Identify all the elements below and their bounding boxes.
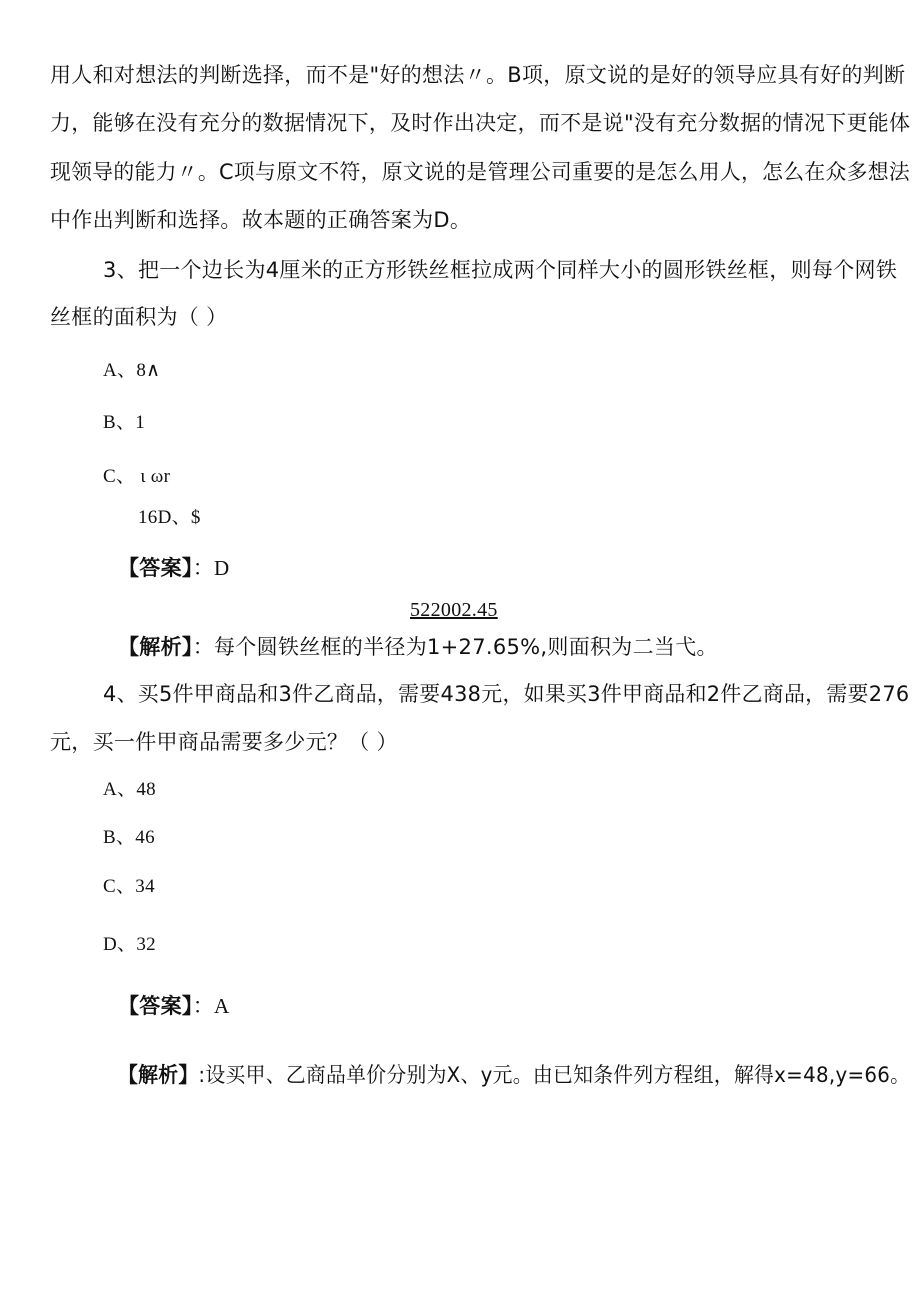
q3-answer-label: 【答案】 bbox=[118, 556, 193, 580]
q3-stem-line-2: 丝框的面积为（ ） bbox=[50, 305, 228, 329]
prev-analysis-line-4: 中作出判断和选择。故本题的正确答案为D。 bbox=[50, 208, 472, 232]
q4-analysis-label: 【解析】 bbox=[118, 1063, 199, 1087]
q3-analysis bbox=[118, 632, 718, 662]
q4-option-b: B、46 bbox=[103, 827, 155, 848]
q3-stem-line-1: 3、把一个边长为4厘米的正方形铁丝框拉成两个同样大小的圆形铁丝框，则每个网铁 bbox=[103, 258, 898, 282]
q3-answer-value: ：D bbox=[192, 556, 230, 580]
q4-answer-label: 【答案】 bbox=[118, 994, 193, 1018]
q3-option-a: A、8∧ bbox=[103, 360, 161, 381]
q3-option-b: B、1 bbox=[103, 412, 146, 433]
q3-analysis-text: ：每个圆铁丝框的半径为1+27.65%,则面积为二当弋。 bbox=[192, 635, 718, 659]
q3-option-d: 16D、$ bbox=[138, 507, 201, 528]
q4-option-d: D、32 bbox=[103, 934, 156, 955]
q4-stem-line-2: 元，买一件甲商品需要多少元？（ ） bbox=[50, 730, 398, 754]
q3-answer bbox=[118, 553, 229, 583]
prev-analysis-line-3: 现领导的能力〃。C项与原文不符，原文说的是管理公司重要的是怎么用人，怎么在众多想法 bbox=[50, 160, 911, 184]
q4-answer-value: ：A bbox=[192, 994, 230, 1018]
prev-analysis-line-2: 力，能够在没有充分的数据情况下，及时作出决定，而不是说"没有充分数据的情况下更能体 bbox=[50, 111, 911, 135]
q4-option-c: C、34 bbox=[103, 876, 155, 897]
q4-analysis-text: :设买甲、乙商品单价分别为X、y元。由已知条件列方程组，解得x=48,y=66。 bbox=[198, 1063, 911, 1087]
q4-stem-line-1: 4、买5件甲商品和3件乙商品，需要438元，如果买3件甲商品和2件乙商品，需要276 bbox=[103, 682, 910, 706]
q4-answer bbox=[118, 991, 229, 1021]
q3-option-c: C、 ι ωr bbox=[103, 466, 171, 487]
q3-analysis-label: 【解析】 bbox=[118, 635, 193, 659]
q4-option-a: A、48 bbox=[103, 779, 156, 800]
q3-formula: 522002.45 bbox=[410, 599, 498, 621]
prev-analysis-line-1: 用人和对想法的判断选择，而不是"好的想法〃。B项，原文说的是好的领导应具有好的判断 bbox=[50, 63, 906, 87]
q4-analysis bbox=[118, 1060, 910, 1090]
